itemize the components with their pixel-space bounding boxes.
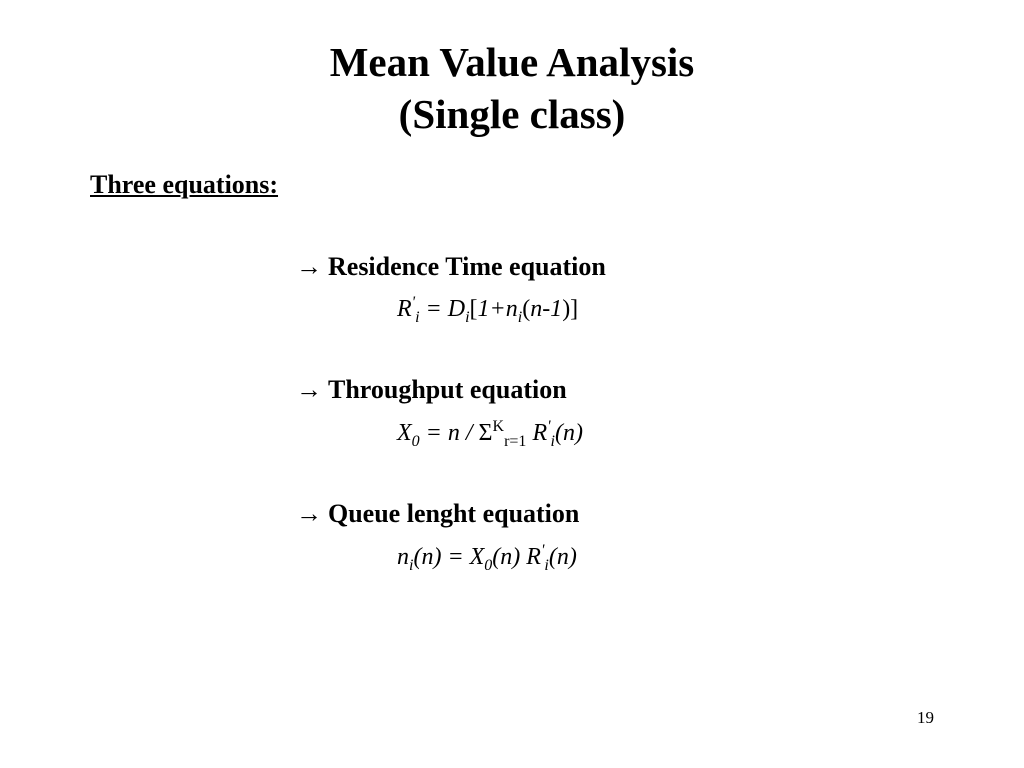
residence-time-formula: $R'_i = D_i[1+n_i(n-1)]$	[397, 294, 579, 326]
equation-heading-residence-time	[296, 252, 606, 282]
equation-heading-queue-length	[296, 499, 579, 529]
page-number: 19	[917, 708, 934, 727]
throughput-formula: $X_0 = n / \Sigma^K_{r=1}$ $R'_i(n)$	[397, 418, 583, 450]
title-line-1: Mean Value Analysis	[329, 39, 695, 85]
arrow-right-icon: →	[296, 499, 322, 528]
equation-heading-throughput	[296, 375, 567, 405]
arrow-right-icon: →	[296, 252, 322, 281]
arrow-right-icon: →	[296, 375, 322, 404]
slide-title	[0, 36, 1024, 140]
section-heading: Three equations:	[90, 170, 279, 199]
equation-label: Throughput equation	[328, 375, 567, 404]
title-line-2: (Single class)	[398, 91, 626, 137]
queue-length-formula: $n_i(n) = X_0(n)$ $R'_i(n)$	[397, 542, 577, 574]
equation-label: Residence Time equation	[328, 252, 606, 281]
equation-label: Queue lenght equation	[328, 499, 580, 528]
